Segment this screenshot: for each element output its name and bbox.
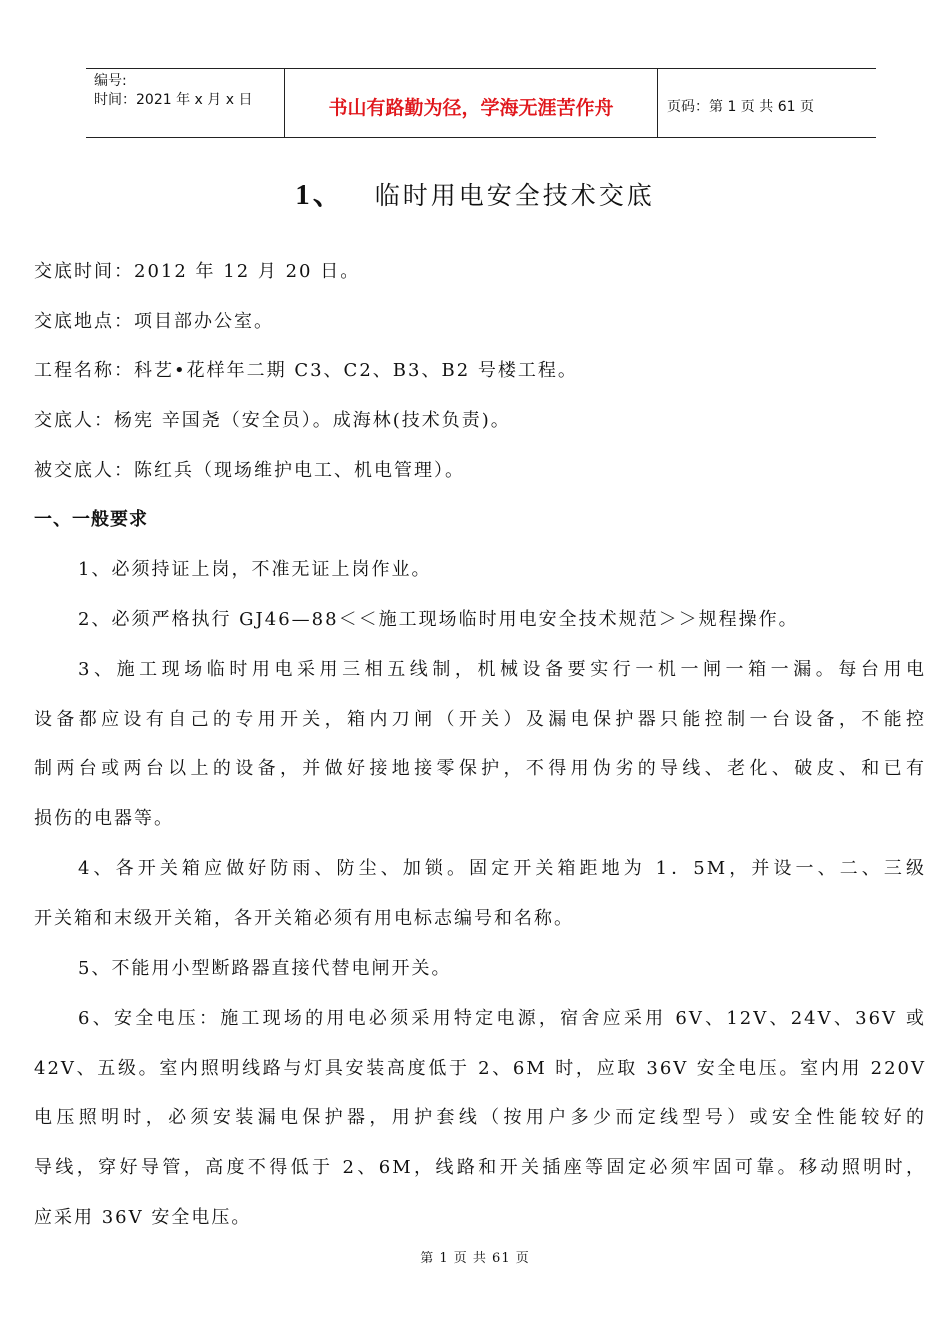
paragraph-line: 损伤的电器等。 xyxy=(34,808,174,829)
section-heading: 一、一般要求 xyxy=(34,509,148,530)
paragraph-line: 开关箱和末级开关箱，各开关箱必须有用电标志编号和名称。 xyxy=(34,908,574,929)
paragraph-line: 3、施工现场临时用电采用三相五线制，机械设备要实行一机一闸一箱一漏。每台用电 xyxy=(78,659,926,680)
number-label: 编号: xyxy=(94,73,127,89)
paragraph-line: 6、安全电压：施工现场的用电必须采用特定电源，宿舍应采用 6V、12V、24V、36V 或 xyxy=(78,1008,926,1029)
handover-place: 交底地点：项目部办公室。 xyxy=(34,311,274,332)
handover-time: 交底时间：2012 年 12 月 20 日。 xyxy=(34,261,361,282)
paragraph-line: 电压照明时，必须安装漏电保护器，用护套线（按用户多少而定线型号）或安全性能较好的 xyxy=(34,1107,926,1128)
paragraph-line: 制两台或两台以上的设备，并做好接地接零保护，不得用伪劣的导线、老化、破皮、和已有 xyxy=(34,758,926,779)
paragraph-line: 导线，穿好导管，高度不得低于 2、6M，线路和开关插座等固定必须牢固可靠。移动照明时， xyxy=(34,1157,926,1178)
list-item: 5、不能用小型断路器直接代替电闸开关。 xyxy=(78,958,452,979)
motto: 书山有路勤为径，学海无涯苦作舟 xyxy=(285,69,658,137)
presenter: 交底人：杨宪 辛国尧（安全员）。成海林(技术负责)。 xyxy=(34,410,511,431)
list-item: 1、必须持证上岗，不准无证上岗作业。 xyxy=(78,559,432,580)
paragraph-line: 42V、五级。室内照明线路与灯具安装高度低于 2、6M 时，应取 36V 安全电压。室内用 220V xyxy=(34,1058,926,1079)
page-title xyxy=(0,172,950,213)
page-info: 页码：第 1 页 共 61 页 xyxy=(667,99,814,115)
list-item: 2、必须严格执行 GJ46—88＜＜施工现场临时用电安全技术规范＞＞规程操作。 xyxy=(78,609,799,630)
page-footer: 第 1 页 共 61 页 xyxy=(420,1251,530,1266)
paragraph-line: 应采用 36V 安全电压。 xyxy=(34,1207,252,1228)
receiver: 被交底人：陈红兵（现场维护电工、机电管理）。 xyxy=(34,460,465,481)
paragraph-line: 设备都应设有自己的专用开关，箱内刀闸（开关）及漏电保护器只能控制一台设备，不能控 xyxy=(34,709,926,730)
header-meta-cell xyxy=(86,69,285,137)
document-header xyxy=(86,68,876,138)
title-text: 临时用电安全技术交底 xyxy=(374,181,655,210)
time-label: 时间：2021 年 x 月 x 日 xyxy=(94,92,253,108)
paragraph-line: 4、各开关箱应做好防雨、防尘、加锁。固定开关箱距地为 1．5M，并设一、二、三级 xyxy=(78,858,926,879)
title-number: 1、 xyxy=(295,179,345,211)
project-name: 工程名称：科艺•花样年二期 C3、C2、B3、B2 号楼工程。 xyxy=(34,360,578,381)
